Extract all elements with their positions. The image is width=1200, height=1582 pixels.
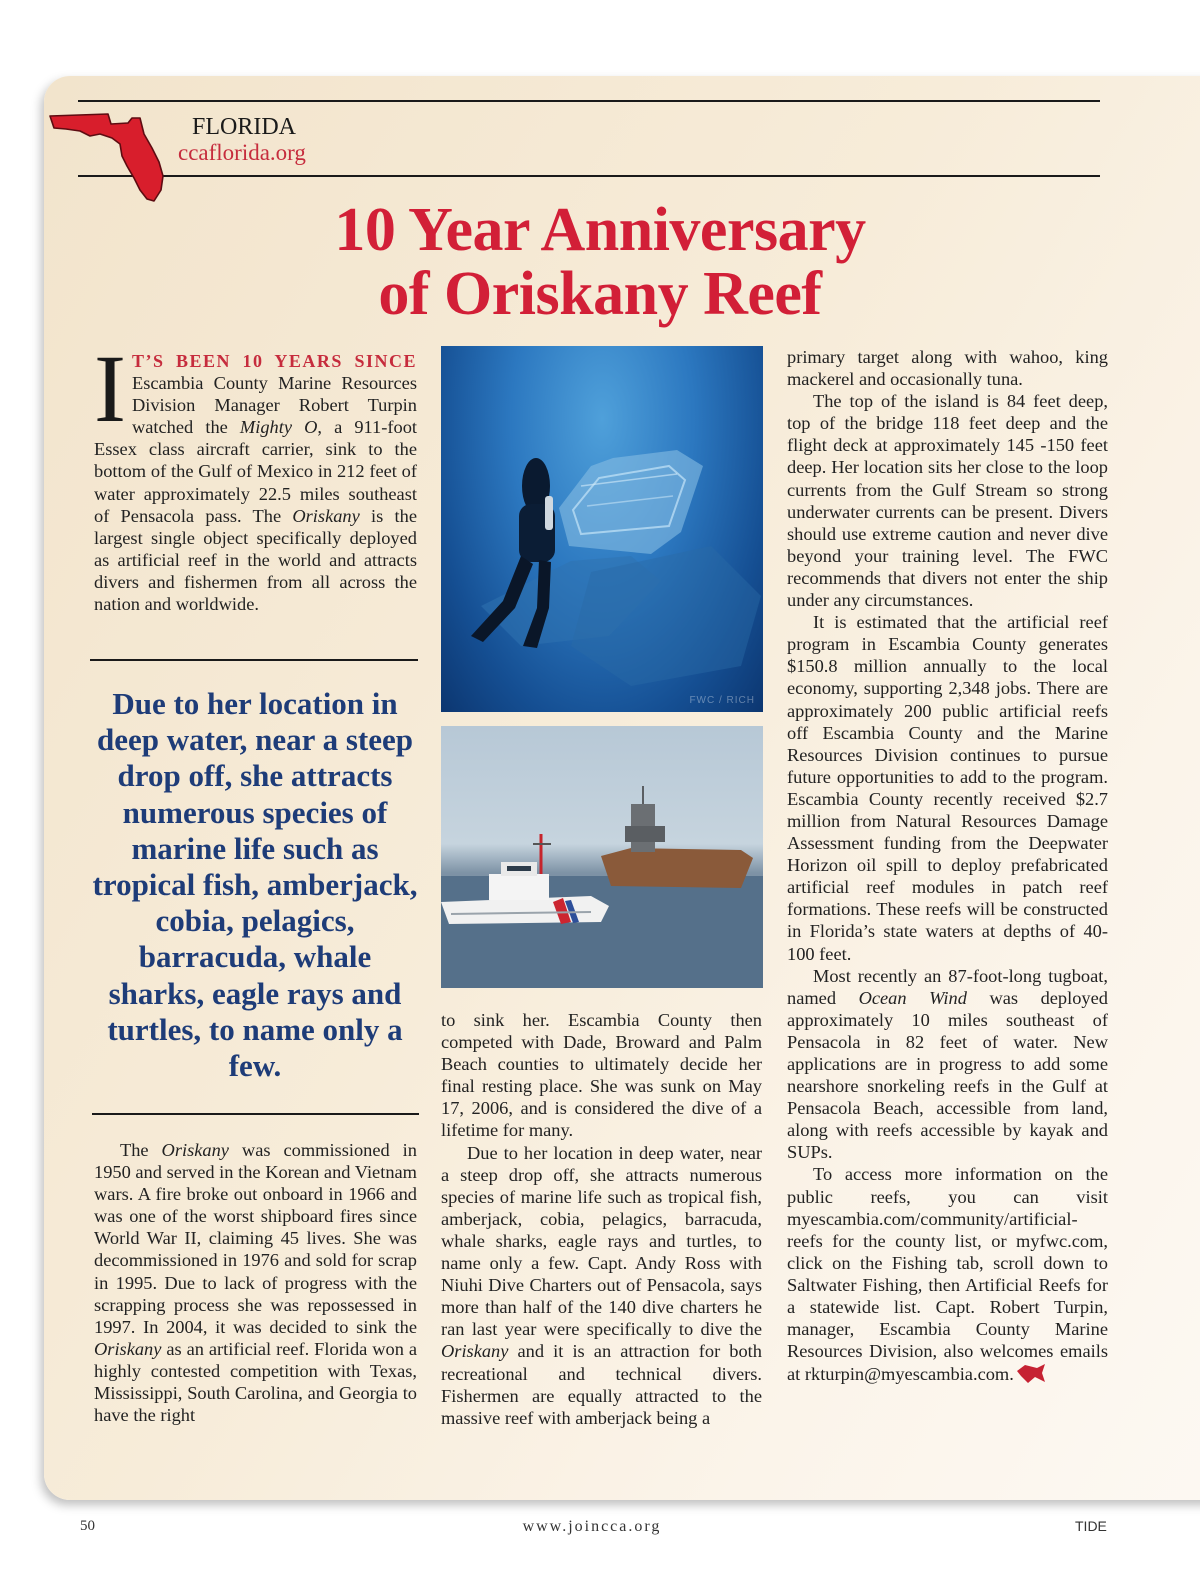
florida-map-icon bbox=[48, 104, 168, 204]
pull-quote-rule-top bbox=[90, 659, 418, 661]
pull-quote: Due to her location in deep water, near a steep drop off, she attracts numerous species of marine life such as tropical fish, amberjack, cobia, pelagics, barracuda, whale sharks, eagle rays and turtles, to name only a few. bbox=[92, 686, 418, 1084]
headline-line-1: 10 Year Anniversary bbox=[334, 196, 866, 264]
right-column bbox=[787, 346, 1108, 1386]
headline-line-2: of Oriskany Reef bbox=[378, 260, 822, 328]
diver-wreck-photo bbox=[441, 346, 763, 712]
middle-paragraph-1: to sink her. Escambia County then competed with Dade, Broward and Palm Beach counties to ultimately decide her final resting place. She was sunk on May 17, 2006, and is considered the dive of a lifetime for many. bbox=[441, 1010, 762, 1141]
coast-guard-carrier-photo bbox=[441, 726, 763, 988]
state-name: FLORIDA bbox=[192, 114, 297, 140]
page-number: 50 bbox=[80, 1518, 95, 1534]
lead-in-caps: T’S BEEN 10 YEARS SINCE bbox=[131, 351, 417, 371]
middle-column bbox=[441, 1009, 762, 1429]
cca-fish-end-icon bbox=[1016, 1362, 1046, 1386]
header-rule-bottom bbox=[78, 175, 1100, 177]
lead-paragraph: I T’S BEEN 10 YEARS SINCE Escambia County Marine Resources Division Manager Robert Turpin watched the Mighty O, a 911-foot Essex class aircraft carrier, sink to the bottom of the Gulf of Mexico in 212 feet of water approximately 22.5 miles southeast of Pensacola pass. The Oriskany is the largest single object specifically deployed as artificial reef in the world and attracts divers and fishermen from all across the nation and worldwide. bbox=[94, 335, 417, 615]
article-headline bbox=[200, 198, 1000, 326]
drop-cap: I bbox=[94, 335, 126, 442]
publication-name: TIDE bbox=[1075, 1518, 1107, 1534]
right-paragraph-4: Most recently an 87-foot-long tugboat, named Ocean Wind was deployed approximately 10 miles southeast of Pensacola in 82 feet of water. New applications are in progress to add some nearshore snorkeling reefs in the Gulf at Pensacola Beach, accessible from land, along with reefs accessible by kayak and SUPs. bbox=[787, 965, 1108, 1163]
history-paragraph: The Oriskany was commissioned in 1950 and served in the Korean and Vietnam wars. A fire broke out onboard in 1966 and was one of the worst shipboard fires since World War II, claiming 45 lives. She was decommissioned in 1976 and sold for scrap in 1995. Due to lack of progress with the scrapping process she was repossessed in 1997. In 2004, it was decided to sink the Oriskany as an artificial reef. Florida won a highly contested competition with Texas, Mississippi, South Carolina, and Georgia to have the right bbox=[94, 1140, 417, 1426]
middle-paragraph-2: Due to her location in deep water, near a steep drop off, she attracts numerous species of marine life such as tropical fish, amberjack, cobia, pelagics, barracuda, whale sharks, eagle rays and turtles, to name only a few. Capt. Andy Ross with Niuhi Dive Charters out of Pensacola, says more than half of the 140 dive charters he ran last year were specifically to dive the Oriskany and it is an attraction for both recreational and technical divers. Fishermen are equally attracted to the massive reef with amberjack being a bbox=[441, 1142, 762, 1428]
right-paragraph-2: The top of the island is 84 feet deep, top of the bridge 118 feet deep and the flight deck at approximately 145 -150 feet deep. Her location sits her close to the loop currents from the Gulf Stream so strong underwater currents can be present. Divers should use extreme caution and never dive beyond your training level. The FWC recommends that divers not enter the ship under any circumstances. bbox=[787, 391, 1108, 611]
footer-website-link[interactable]: www.joincca.org bbox=[522, 1518, 662, 1535]
right-paragraph-3: It is estimated that the artificial reef program in Escambia County generates $150.8 million annually to the local economy, supporting 2,348 jobs. There are approximately 200 public artificial reefs off Escambia County and the Marine Resources Division continues to pursue future opportunities to add to the program. Escambia County recently received $2.7 million from Natural Resources Damage Assessment funding from the Deepwater Horizon oil spill to deploy prefabricated artificial reef modules in patch reef formations. These reefs will be constructed in Florida’s state waters at depths of 40-100 feet. bbox=[787, 612, 1108, 964]
photo-credit: FWC / RICH bbox=[689, 695, 755, 706]
right-paragraph-5: To access more information on the public reefs, you can visit myescambia.com/community/artificial-reefs for the county list, or myfwc.com, click on the Fishing tab, scroll down to Saltwater Fishing, then Artificial Reefs for a statewide list. Capt. Robert Turpin, manager, Escambia County Marine Resources Division, also welcomes emails at rkturpin@myescambia.com. bbox=[787, 1164, 1108, 1385]
right-paragraph-1: primary target along with wahoo, king mackerel and occasionally tuna. bbox=[787, 347, 1108, 390]
pull-quote-rule-bottom bbox=[92, 1113, 419, 1115]
header-rule-top bbox=[78, 100, 1100, 102]
state-url-link[interactable]: ccaflorida.org bbox=[178, 140, 306, 165]
